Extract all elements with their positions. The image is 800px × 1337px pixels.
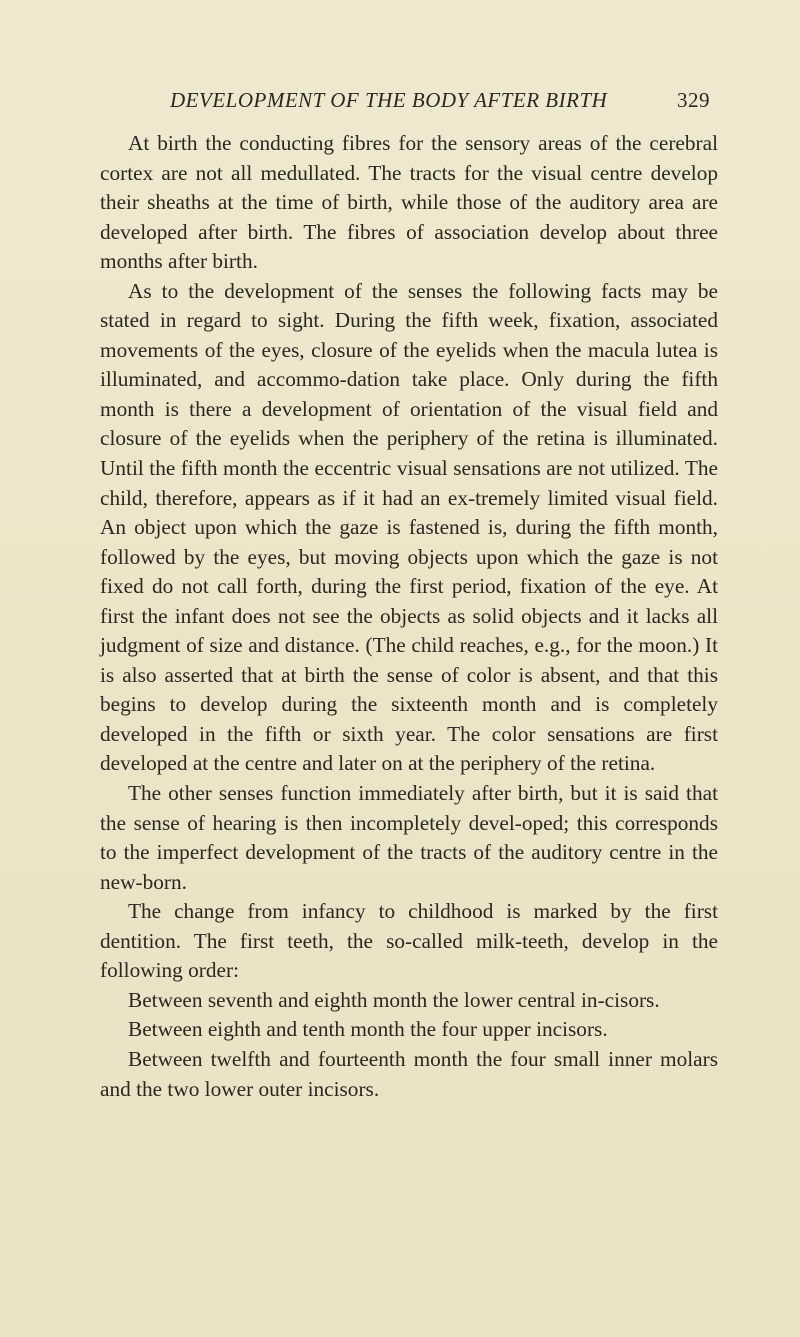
paragraph-sense-of-sight: As to the development of the senses the following facts may be stated in regard to sight. During the fifth week, fixation, associated movements of the eyes, closure of the eyelids when the macula lutea is illuminated, and accommo-dation take place. Only during the fifth month is there a development of orientation of the visual field and closure of the eyelids when the periphery of the retina is illuminated. Until the fifth month the eccentric visual sensations are not utilized. The child, therefore, appears as if it had an ex-tremely limited visual field. An object upon which the gaze is fastened is, during the fifth month, followed by the eyes, but moving objects upon which the gaze is not fixed do not call forth, during the first period, fixation of the eye. At first the infant does not see the objects as solid objects and it lacks all judgment of size and distance. (The child reaches, e.g., for the moon.) It is also asserted that at birth the sense of color is absent, and that this begins to develop during the sixteenth month and is completely developed in the fifth or sixth year. The color sensations are first developed at the centre and later on at the periphery of the retina. bbox=[100, 278, 718, 776]
paragraph-other-senses: The other senses function immediately after birth, but it is said that the sense of hearing is then incompletely devel-oped; this corresponds to the imperfect development of the tracts of the auditory centre in the new-born. bbox=[100, 781, 718, 894]
dentition-item-upper-incisors: Between eighth and tenth month the four upper incisors. bbox=[128, 1017, 608, 1042]
running-head bbox=[170, 88, 710, 118]
dentition-item-inner-molars: Between twelfth and fourteenth month the four small inner molars and the two lower outer incisors. bbox=[100, 1046, 718, 1101]
paragraph-first-dentition: The change from infancy to childhood is marked by the first dentition. The first teeth, the so-called milk-teeth, develop in the following order: bbox=[100, 899, 718, 983]
page-number: 329 bbox=[677, 88, 710, 112]
body-text bbox=[100, 129, 718, 1104]
running-head-title: DEVELOPMENT OF THE BODY AFTER BIRTH bbox=[170, 88, 608, 112]
dentition-item-central-incisors: Between seventh and eighth month the lower central in-cisors. bbox=[128, 987, 660, 1012]
paragraph-cortex-fibres: At birth the conducting fibres for the sensory areas of the cerebral cortex are not all medullated. The tracts for the visual centre develop their sheaths at the time of birth, while those of the auditory area are developed after birth. The fibres of association develop about three months after birth. bbox=[100, 131, 718, 274]
